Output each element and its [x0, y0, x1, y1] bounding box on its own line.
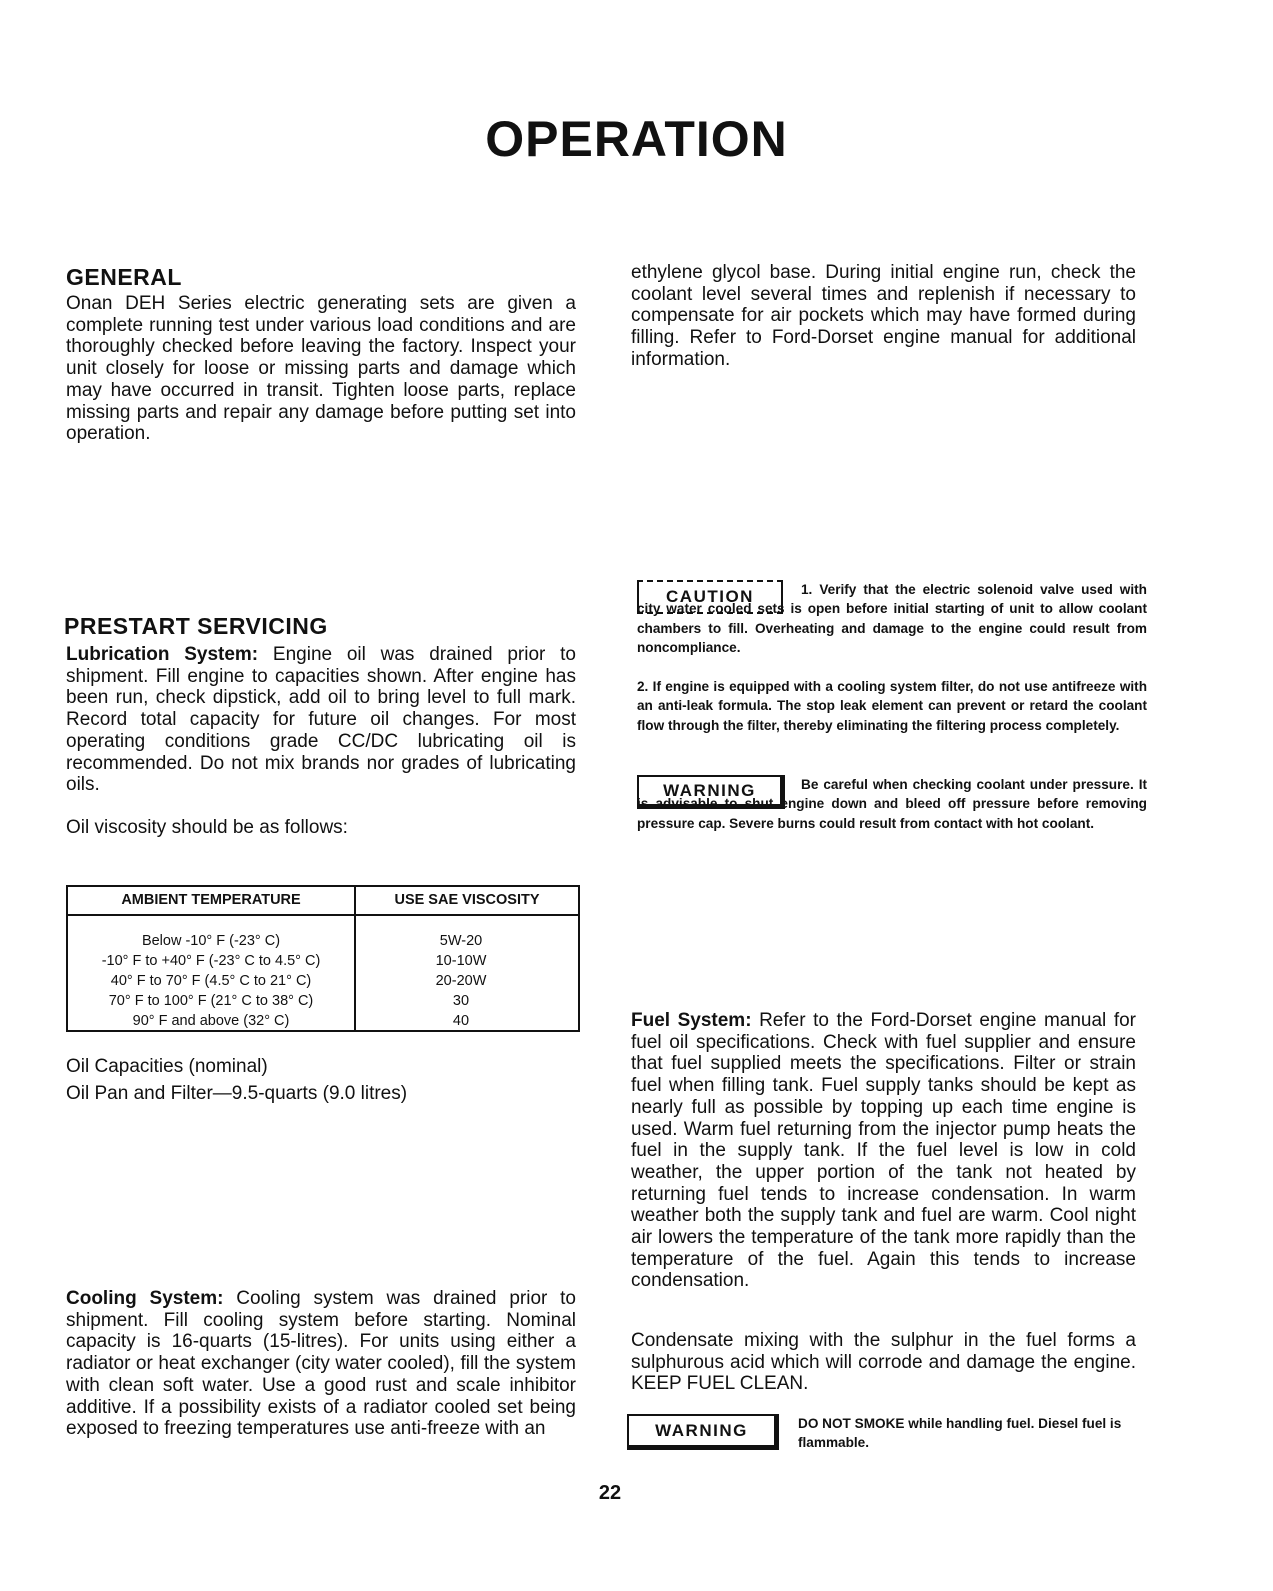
- viscosity-intro: Oil viscosity should be as follows:: [66, 817, 348, 838]
- fuel-paragraph: [631, 1010, 1136, 1292]
- oil-capacities-title: Oil Capacities (nominal): [66, 1056, 268, 1077]
- cooling-label: Cooling System:: [66, 1288, 224, 1309]
- table-viscosity-column: [356, 931, 566, 1031]
- table-row: 30: [452, 993, 470, 1009]
- lubrication-paragraph: [66, 644, 576, 796]
- warning-label-box-fuel: WARNING: [627, 1414, 779, 1450]
- caution-item-1: 1. Verify that the electric solenoid valve used with city water cooled sets is open before initial starting of unit to allow coolant chambers to fill. Overheating and damage to the engine could result from noncompliance.: [637, 582, 1147, 656]
- general-body: Onan DEH Series electric generating sets are given a complete running test under various load conditions and are thoroughly checked before leaving the factory. Inspect your unit closely for loose or missing parts and damage which may have occurred in transit. Tighten loose parts, replace missing parts and repair any damage before putting set into operation.: [66, 293, 576, 445]
- table-row: 40° F to 70° F (4.5° C to 21° C): [110, 973, 312, 989]
- table-row: Below -10° F (-23° C): [141, 933, 281, 949]
- table-row: 70° F to 100° F (21° C to 38° C): [108, 993, 314, 1009]
- table-row: -10° F to +40° F (-23° C to 4.5° C): [101, 953, 321, 969]
- warning-label-box-coolant: WARNING: [637, 775, 785, 809]
- fuel-body: Refer to the Ford-Dorset engine manual for fuel oil specifications. Check with fuel supplier and ensure that fuel supplied meets the specifications. Filter or strain fuel when filling tank. Fuel supply tanks should be kept as nearly full as possible by topping up each time engine is used. Warm fuel returning from the injector pump heats the fuel in the supply tank. If the fuel level is low in cold weather, the upper portion of the tank not heated by returning fuel tends to increase condensation. In warm weather both the supply tank and fuel are warm. Cool night air lowers the temperature of the tank more rapidly than the temperature of the fuel. Again this tends to increase condensation.: [631, 1010, 1136, 1292]
- condensate-paragraph: Condensate mixing with the sulphur in the fuel forms a sulphurous acid which will corrode and damage the engine. KEEP FUEL CLEAN.: [631, 1330, 1136, 1395]
- viscosity-table: [66, 885, 580, 1032]
- table-header-viscosity: USE SAE VISCOSITY: [394, 892, 540, 908]
- table-row: 10-10W: [435, 953, 487, 969]
- table-row: 5W-20: [439, 933, 483, 949]
- caution-label-box: CAUTION: [637, 580, 783, 614]
- table-temperature-column: [68, 931, 354, 1031]
- warning-text-coolant: Be careful when checking coolant under pressure. It is advisable to shut engine down and bleed off pressure before removing pressure cap. Severe burns could result from contact with hot coolant.: [637, 777, 1147, 831]
- lubrication-body: Engine oil was drained prior to shipment. Fill engine to capacities shown. After engine has been run, check dipstick, add oil to bring level to full mark. Record total capacity for future oil changes. For most operating conditions grade CC/DC lubricating oil is recommended. Do not mix brands nor grades of lubricating oils.: [66, 644, 576, 796]
- cooling-paragraph: [66, 1288, 576, 1440]
- coolant-continuation: ethylene glycol base. During initial engine run, check the coolant level several times and replenish if necessary to compensate for air pockets which may have formed during filling. Refer to Ford-Dorset engine manual for additional information.: [631, 262, 1136, 370]
- page-number: 22: [598, 1482, 622, 1504]
- cooling-body: Cooling system was drained prior to shipment. Fill cooling system before starting. Nominal capacity is 16-quarts (15-litres). For units using either a radiator or heat exchanger (city water cooled), fill the system with clean soft water. Use a good rust and scale inhibitor additive. If a possibility exists of a radiator cooled set being exposed to freezing temperatures use anti-freeze with an: [66, 1288, 576, 1440]
- prestart-heading: PRESTART SERVICING: [64, 613, 328, 639]
- table-header-rule: [68, 914, 578, 916]
- caution-item-2: 2. If engine is equipped with a cooling system filter, do not use antifreeze with an anti-leak formula. The stop leak element can prevent or retard the coolant flow through the filter, thereby eliminating the filtering process completely.: [637, 679, 1147, 733]
- oil-capacities-value: Oil Pan and Filter—9.5-quarts (9.0 litres): [66, 1083, 408, 1104]
- table-row: 20-20W: [435, 973, 487, 989]
- table-header-temperature: AMBIENT TEMPERATURE: [121, 892, 301, 908]
- table-row: 40: [452, 1013, 470, 1029]
- general-heading: GENERAL: [66, 264, 182, 290]
- warning-text-fuel: DO NOT SMOKE while handling fuel. Diesel fuel is flammable.: [798, 1416, 1122, 1451]
- lubrication-label: Lubrication System:: [66, 644, 259, 665]
- table-row: 90° F and above (32° C): [132, 1013, 290, 1029]
- page-title: OPERATION: [485, 111, 788, 167]
- fuel-label: Fuel System:: [631, 1010, 752, 1031]
